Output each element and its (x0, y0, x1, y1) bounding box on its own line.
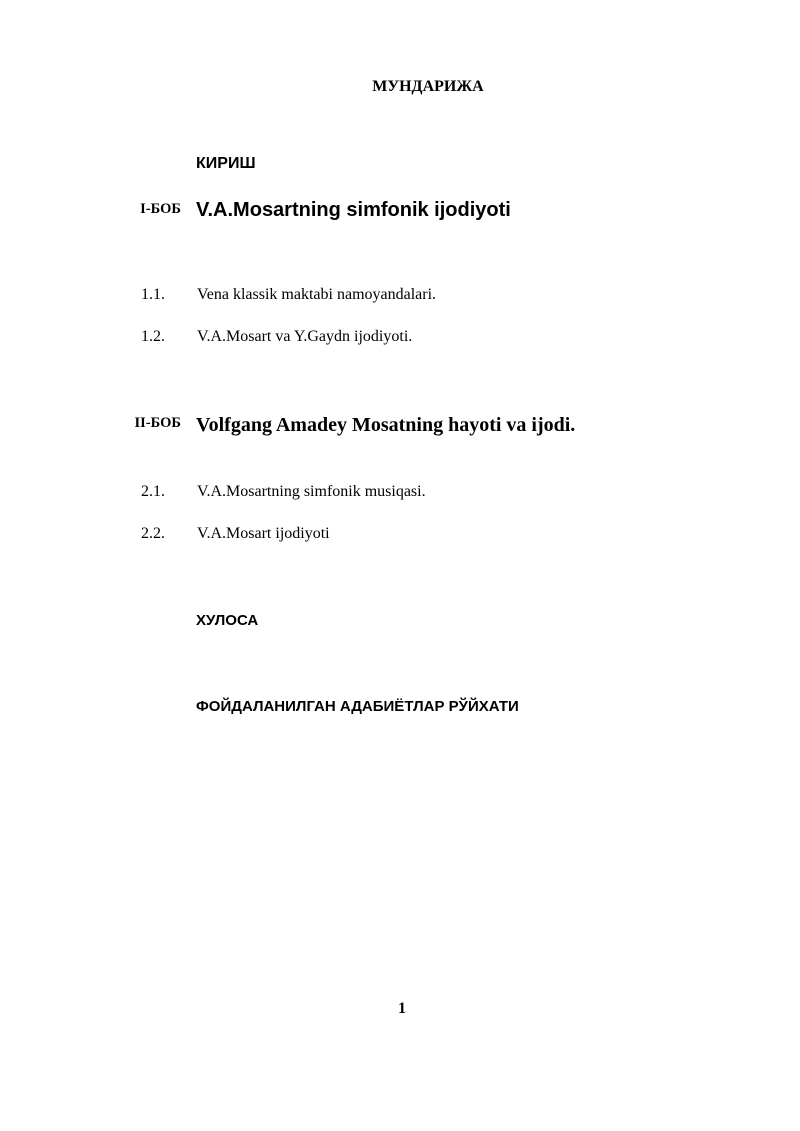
page-number: 1 (398, 1000, 406, 1017)
chapter-1-label: I-БОБ (140, 201, 181, 217)
toc-references: ФОЙДАЛАНИЛГАН АДАБИЁТЛАР РЎЙХАТИ (196, 698, 519, 715)
section-1-1-title: Vena klassik maktabi namoyandalari. (197, 286, 437, 303)
chapter-2-label: II-БОБ (134, 415, 181, 431)
section-2-1-title: V.A.Mosartning simfonik musiqasi. (197, 483, 426, 500)
chapter-1-title: V.A.Mosartning simfonik ijodiyoti (196, 199, 511, 221)
toc-introduction: КИРИШ (196, 155, 256, 172)
section-1-2-number: 1.2. (141, 328, 165, 345)
section-1-2-title: V.A.Mosart va Y.Gaydn ijodiyoti. (197, 328, 413, 345)
section-2-2-title: V.A.Mosart ijodiyoti (197, 525, 330, 542)
chapter-2-title: Volfgang Amadey Mosatning hayoti va ijodi. (196, 414, 576, 436)
section-2-2-number: 2.2. (141, 525, 165, 542)
toc-conclusion: ХУЛОСА (196, 612, 259, 629)
toc-title: МУНДАРИЖА (372, 78, 484, 95)
section-2-1-number: 2.1. (141, 483, 165, 500)
section-1-1-number: 1.1. (141, 286, 165, 303)
